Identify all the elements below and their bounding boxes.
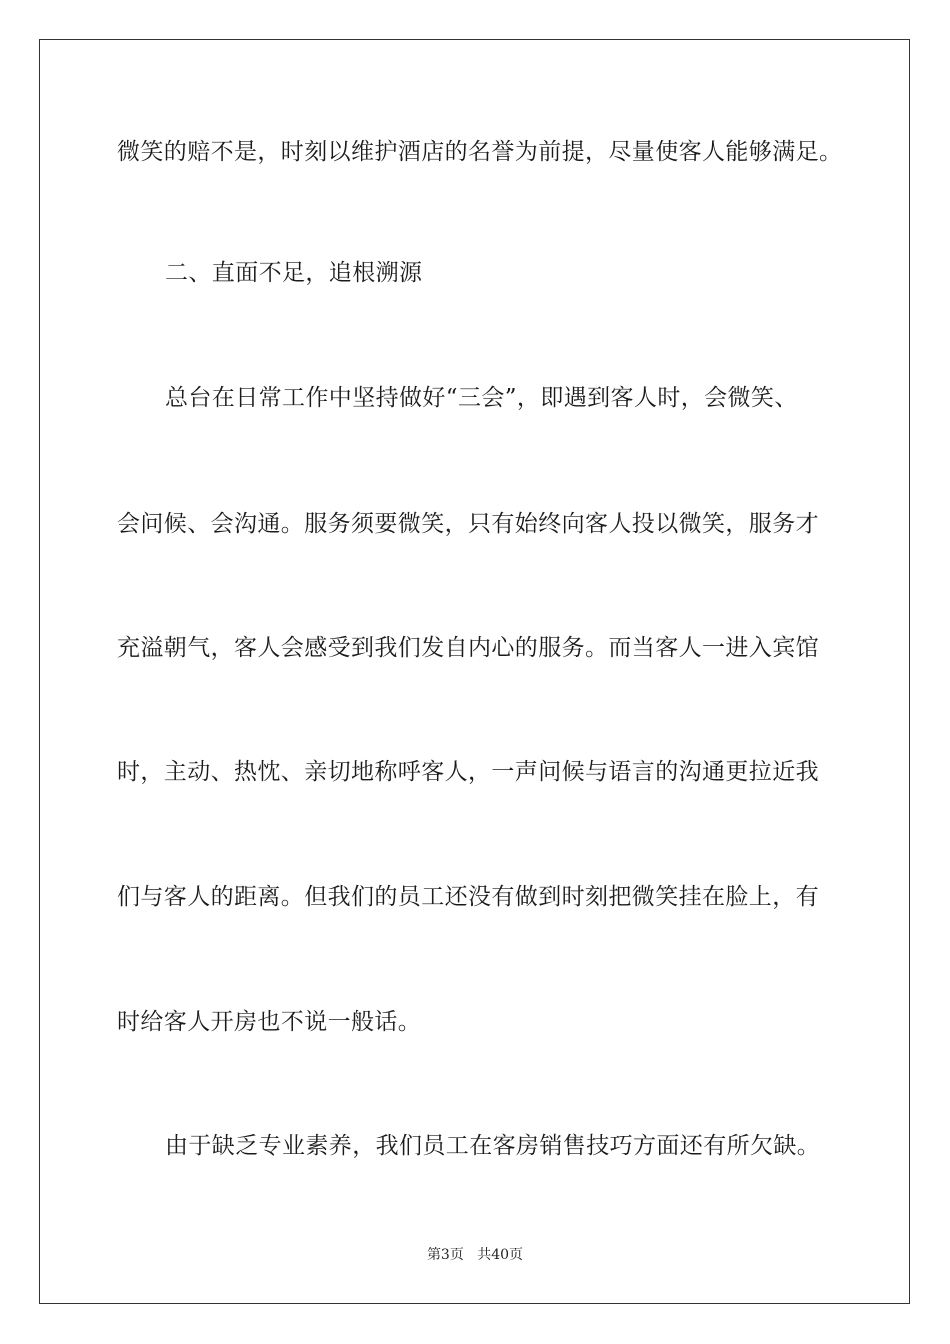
page-number: 第3页 bbox=[426, 1247, 464, 1263]
paragraph-line: 会问候、会沟通。服务须要微笑，只有始终向客人投以微笑，服务才 bbox=[117, 511, 819, 537]
section-heading: 二、直面不足，追根溯源 bbox=[165, 260, 423, 286]
paragraph-line: 充溢朝气，客人会感受到我们发自内心的服务。而当客人一进入宾馆 bbox=[117, 635, 819, 661]
page-border bbox=[39, 39, 910, 1304]
paragraph-line: 时，主动、热忱、亲切地称呼客人，一声问候与语言的沟通更拉近我 bbox=[117, 759, 819, 785]
paragraph-line: 时给客人开房也不说一般话。 bbox=[117, 1009, 422, 1035]
paragraph-line: 微笑的赔不是，时刻以维护酒店的名誉为前提，尽量使客人能够满足。 bbox=[117, 139, 843, 165]
paragraph-line: 由于缺乏专业素养，我们员工在客房销售技巧方面还有所欠缺。 bbox=[165, 1133, 821, 1159]
page-total: 共40页 bbox=[477, 1247, 524, 1263]
paragraph-line: 总台在日常工作中坚持做好“三会”，即遇到客人时，会微笑、 bbox=[165, 385, 798, 411]
paragraph-line: 们与客人的距离。但我们的员工还没有做到时刻把微笑挂在脸上，有 bbox=[117, 884, 819, 910]
page-footer bbox=[0, 1246, 950, 1264]
